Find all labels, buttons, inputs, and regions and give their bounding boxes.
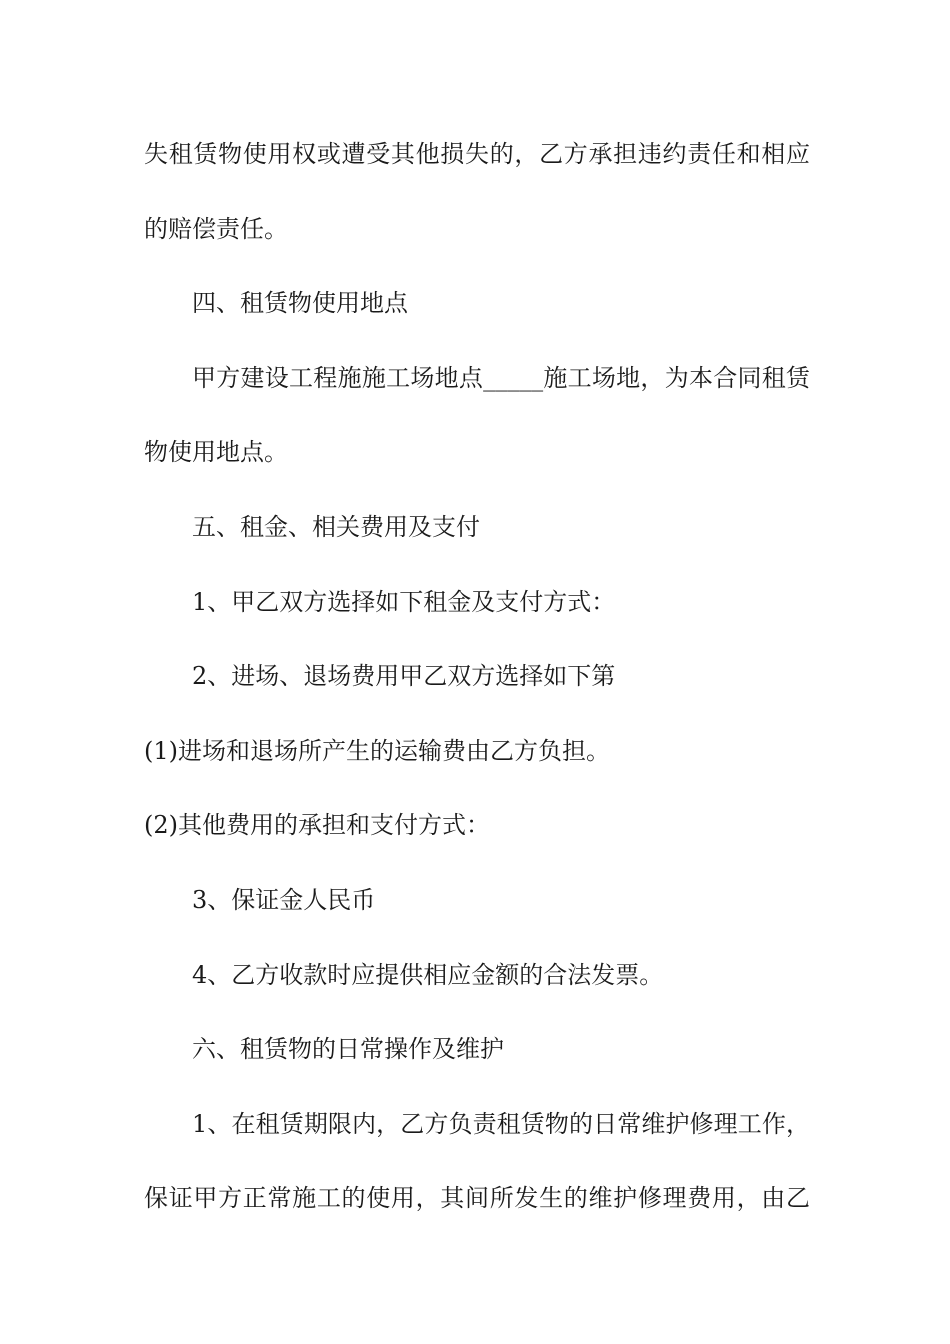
- text-line: 保证甲方正常施工的使用，其间所发生的维护修理费用，由乙: [144, 1184, 810, 1213]
- section-heading: 五、租金、相关费用及支付: [192, 512, 480, 541]
- document-body: [144, 131, 810, 1250]
- section-heading: 六、租赁物的日常操作及维护: [192, 1035, 504, 1064]
- text-line: 3、保证金人民币: [192, 885, 376, 914]
- text-line: 2、进场、退场费用甲乙双方选择如下第: [192, 662, 616, 691]
- text-line: (1)进场和退场所产生的运输费由乙方负担。: [144, 736, 610, 765]
- text-line: (2)其他费用的承担和支付方式：: [144, 811, 490, 840]
- text-line: 物使用地点。: [144, 438, 288, 467]
- text-line: 1、甲乙双方选择如下租金及支付方式：: [192, 587, 616, 616]
- text-line: 失租赁物使用权或遭受其他损失的，乙方承担违约责任和相应: [144, 140, 810, 168]
- section-heading: 四、租赁物使用地点: [192, 289, 408, 318]
- text-line: 4、乙方收款时应提供相应金额的合法发票。: [192, 960, 664, 989]
- text-line: 甲方建设工程施施工场地点_____施工场地，为本合同租赁: [192, 363, 810, 392]
- text-line: 的赔偿责任。: [144, 214, 288, 243]
- text-line: 1、在租赁期限内，乙方负责租赁物的日常维护修理工作，: [192, 1109, 810, 1138]
